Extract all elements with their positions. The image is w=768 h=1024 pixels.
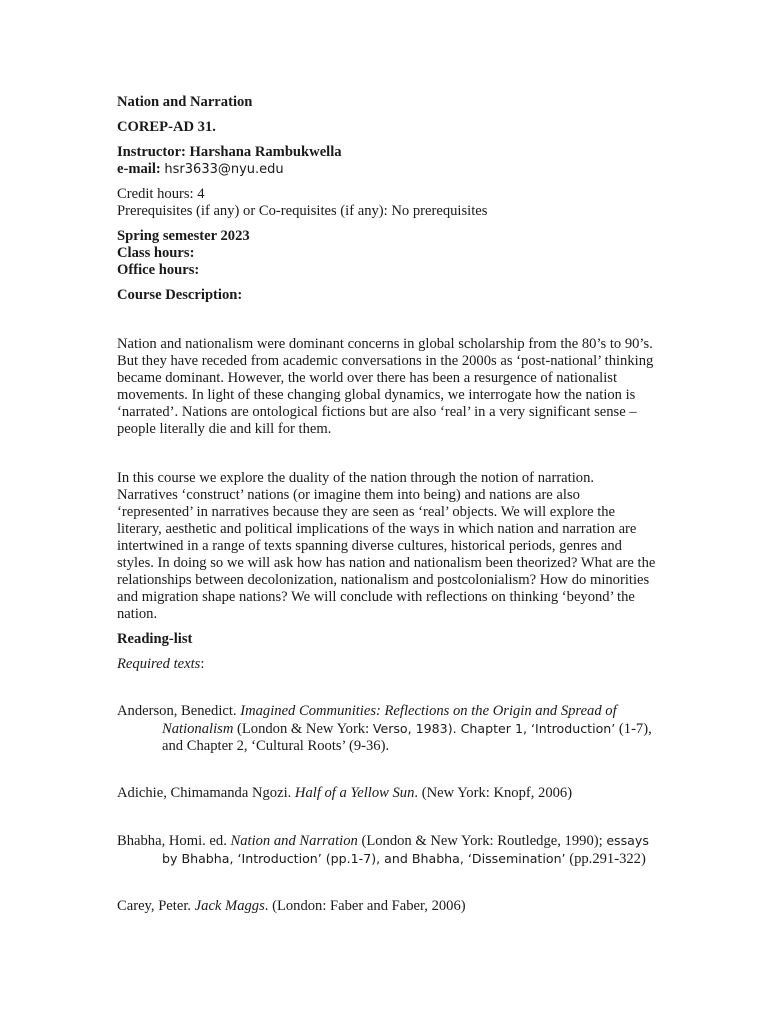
description-paragraph-2: In this course we explore the duality of the nation through the notion of narration. Narratives ‘construct’ nations (or imagine them into being) and nations are also ‘represented’ in narratives because they are seen as ‘real’ objects. We will explore the literary, aesthetic and political implications of the ways in which nation and narration are intertwined in a range of texts spanning diverse cultures, historical periods, genres and styles. In doing so we will ask how has nation and nationalism been theorized? What are the relationships between decolonization, nationalism and postcolonialism? How do minorities and migration shape nations? We will conclude with reflections on thinking ‘beyond’ the nation. [117,470,656,622]
required-texts-heading: Required texts: [117,656,205,672]
reference-item: Adichie, Chimamanda Ngozi. Half of a Yellow Sun. (New York: Knopf, 2006) [117,785,573,801]
reference-item: Carey, Peter. Jack Maggs. (London: Faber and Faber, 2006) [117,898,466,914]
email-line [117,161,657,178]
description-paragraph-1: Nation and nationalism were dominant concerns in global scholarship from the 80’s to 90’s. But they have receded from academic conversations in the 2000s as ‘post-national’ thinking became dominant. However, the world over there has been a resurgence of nationalist movements. In light of these changing global dynamics, we interrogate how the nation is ‘narrated’. Nations are ontological fictions but are also ‘real’ in a very significant sense – people literally die and kill for them. [117,336,654,437]
reference-item: Bhabha, Homi. ed. Nation and Narration (London & New York: Routledge, 1990); essays by Bhabha, ‘Introduction’ (pp.1-7), and Bhabha, ‘Dissemination’ (pp.291-322) [117,833,649,867]
reference-title: Nation and Narration [230,833,358,849]
semester: Spring semester 2023 [117,228,250,244]
reference-title: Half of a Yellow Sun [294,785,415,801]
credit-hours: Credit hours: 4 [117,186,205,202]
office-hours: Office hours: [117,262,200,278]
syllabus-content [117,94,657,915]
instructor-line: Instructor: Harshana Rambukwella [117,144,342,160]
email-address-link[interactable]: hsr3633@nyu.edu [164,162,284,177]
reading-list-heading: Reading-list [117,631,193,647]
reference-title: Imagined Communities: Reflections on the Origin and Spread of Nationalism [162,703,617,737]
required-texts-label: Required texts [117,656,201,672]
course-code: COREP-AD 31. [117,119,216,135]
course-title: Nation and Narration [117,94,253,110]
reference-title: Jack Maggs [194,898,265,914]
email-label: e-mail: [117,161,161,177]
class-hours: Class hours: [117,245,195,261]
course-description-heading: Course Description: [117,287,243,303]
reference-item: Anderson, Benedict. Imagined Communities: Reflections on the Origin and Spread of Nationalism (London & New York: Verso, 1983). Chapter 1, ‘Introduction’ (1-7), and Chapter 2, ‘Cultural Roots’ (9-36). [117,703,652,754]
prerequisites: Prerequisites (if any) or Co-requisites (if any): No prerequisites [117,203,488,219]
